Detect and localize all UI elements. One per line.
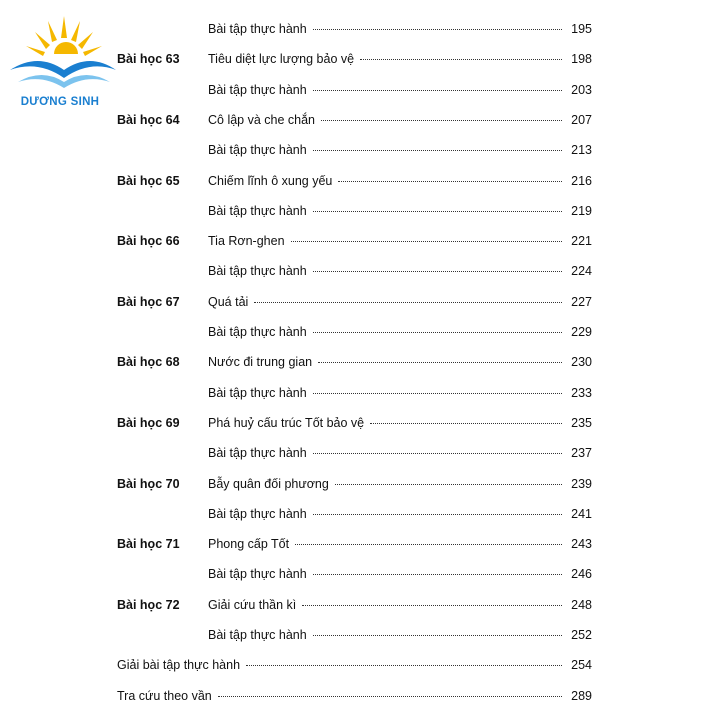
dot-leader <box>313 574 562 575</box>
dot-leader <box>254 302 562 303</box>
toc-entry[interactable] <box>208 598 592 612</box>
toc-row <box>0 204 720 226</box>
toc-entry[interactable] <box>208 113 592 127</box>
entry-title: Bài tập thực hành <box>208 22 307 36</box>
dot-leader <box>360 59 562 60</box>
dot-leader <box>291 241 562 242</box>
toc-entry[interactable] <box>208 386 592 400</box>
lesson-number: Bài học 66 <box>117 234 180 249</box>
dot-leader <box>246 665 562 666</box>
toc-row <box>0 234 720 256</box>
toc-entry[interactable] <box>208 537 592 551</box>
dot-leader <box>335 484 562 485</box>
entry-title: Bài tập thực hành <box>208 82 307 97</box>
page-number: 246 <box>571 567 592 582</box>
toc-row <box>0 264 720 286</box>
lesson-number: Bài học 71 <box>117 537 180 552</box>
lesson-number: Bài học 67 <box>117 294 180 309</box>
toc-row <box>0 113 720 135</box>
toc-entry[interactable] <box>208 143 592 157</box>
toc-row <box>0 386 720 408</box>
lesson-number: Bài học 65 <box>117 173 180 188</box>
toc-row <box>0 507 720 529</box>
dot-leader <box>313 514 562 515</box>
page-number: 237 <box>571 446 592 461</box>
page-number: 195 <box>571 22 592 36</box>
toc-row <box>0 689 720 711</box>
dot-leader <box>313 332 562 333</box>
toc-row <box>0 416 720 438</box>
toc-row <box>0 22 720 44</box>
dot-leader <box>313 393 562 394</box>
lesson-number: Bài học 63 <box>117 52 180 67</box>
toc-entry[interactable] <box>208 567 592 581</box>
toc-row <box>0 325 720 347</box>
dot-leader <box>313 150 562 151</box>
dot-leader <box>295 544 562 545</box>
page-number: 252 <box>571 628 592 642</box>
page-number: 203 <box>571 82 592 97</box>
entry-title: Phá huỷ cấu trúc Tốt bảo vệ <box>208 415 365 430</box>
toc-entry[interactable] <box>208 234 592 248</box>
dot-leader <box>313 635 562 636</box>
toc-entry[interactable] <box>117 658 592 672</box>
page-number: 248 <box>571 597 592 612</box>
page-number: 235 <box>571 415 592 430</box>
page-number: 233 <box>571 385 592 400</box>
entry-title: Bài tập thực hành <box>208 506 307 521</box>
toc-row <box>0 658 720 680</box>
toc-entry[interactable] <box>208 22 592 36</box>
toc-row <box>0 143 720 165</box>
dot-leader <box>302 605 562 606</box>
toc-entry[interactable] <box>208 295 592 309</box>
dot-leader <box>313 453 562 454</box>
entry-title: Bài tập thực hành <box>208 446 307 461</box>
page-number: 241 <box>571 506 592 521</box>
page-number: 289 <box>571 688 592 703</box>
entry-title: Phong cấp Tốt <box>208 537 290 552</box>
toc-entry[interactable] <box>208 264 592 278</box>
toc-entry[interactable] <box>208 325 592 339</box>
entry-title: Bẫy quân đối phương <box>208 476 329 491</box>
entry-title: Cô lập và che chắn <box>208 112 316 127</box>
entry-title: Tia Rơn-ghen <box>208 234 285 249</box>
toc-entry[interactable] <box>208 446 592 460</box>
entry-title: Bài tập thực hành <box>208 143 307 158</box>
toc-entry[interactable] <box>208 416 592 430</box>
dot-leader <box>313 271 562 272</box>
page-number: 227 <box>571 294 592 309</box>
toc-row <box>0 628 720 650</box>
page-number: 207 <box>571 112 592 127</box>
entry-title: Chiếm lĩnh ô xung yếu <box>208 173 333 188</box>
dot-leader <box>218 696 562 697</box>
lesson-number: Bài học 69 <box>117 415 180 430</box>
entry-title: Nước đi trung gian <box>208 355 313 370</box>
page-number: 224 <box>571 264 592 279</box>
dot-leader <box>321 120 562 121</box>
toc-entry[interactable] <box>208 355 592 369</box>
page-number: 239 <box>571 476 592 491</box>
toc-row <box>0 477 720 499</box>
dot-leader <box>318 362 562 363</box>
entry-title: Bài tập thực hành <box>208 628 307 642</box>
toc-entry[interactable] <box>208 507 592 521</box>
page-number: 221 <box>571 234 592 249</box>
dot-leader <box>313 90 562 91</box>
toc-row <box>0 446 720 468</box>
entry-title: Tra cứu theo vần <box>117 688 212 703</box>
toc-row <box>0 52 720 74</box>
toc-entry[interactable] <box>208 628 592 642</box>
dot-leader <box>313 29 562 30</box>
entry-title: Quá tải <box>208 294 249 309</box>
entry-title: Bài tập thực hành <box>208 203 307 218</box>
lesson-number: Bài học 70 <box>117 476 180 491</box>
toc-row <box>0 174 720 196</box>
page-number: 254 <box>571 658 592 673</box>
page-number: 213 <box>571 143 592 158</box>
toc-row <box>0 537 720 559</box>
toc-row <box>0 598 720 620</box>
toc-entry[interactable] <box>208 477 592 491</box>
entry-title: Tiêu diệt lực lượng bảo vệ <box>208 52 355 67</box>
entry-title: Giải bài tập thực hành <box>117 658 241 673</box>
logo-text: DƯƠNG SINH <box>20 96 100 108</box>
page-number: 229 <box>571 325 592 339</box>
entry-title: Giải cứu thần kì <box>208 597 297 612</box>
toc-entry[interactable] <box>208 204 592 218</box>
toc-row <box>0 83 720 105</box>
toc-entry[interactable] <box>117 689 592 703</box>
page-number: 216 <box>571 173 592 188</box>
entry-title: Bài tập thực hành <box>208 325 307 339</box>
lesson-number: Bài học 64 <box>117 112 180 127</box>
dot-leader <box>338 181 562 182</box>
entry-title: Bài tập thực hành <box>208 264 307 279</box>
page-number: 198 <box>571 52 592 67</box>
page-number: 243 <box>571 537 592 552</box>
page-number: 230 <box>571 355 592 370</box>
dot-leader <box>313 211 562 212</box>
entry-title: Bài tập thực hành <box>208 567 307 582</box>
dot-leader <box>370 423 562 424</box>
toc-entry[interactable] <box>208 52 592 66</box>
toc-entry[interactable] <box>208 83 592 97</box>
entry-title: Bài tập thực hành <box>208 385 307 400</box>
page-number: 219 <box>571 203 592 218</box>
lesson-number: Bài học 72 <box>117 597 180 612</box>
toc-row <box>0 295 720 317</box>
lesson-number: Bài học 68 <box>117 355 180 370</box>
toc-row <box>0 355 720 377</box>
toc-entry[interactable] <box>208 174 592 188</box>
toc-row <box>0 567 720 589</box>
